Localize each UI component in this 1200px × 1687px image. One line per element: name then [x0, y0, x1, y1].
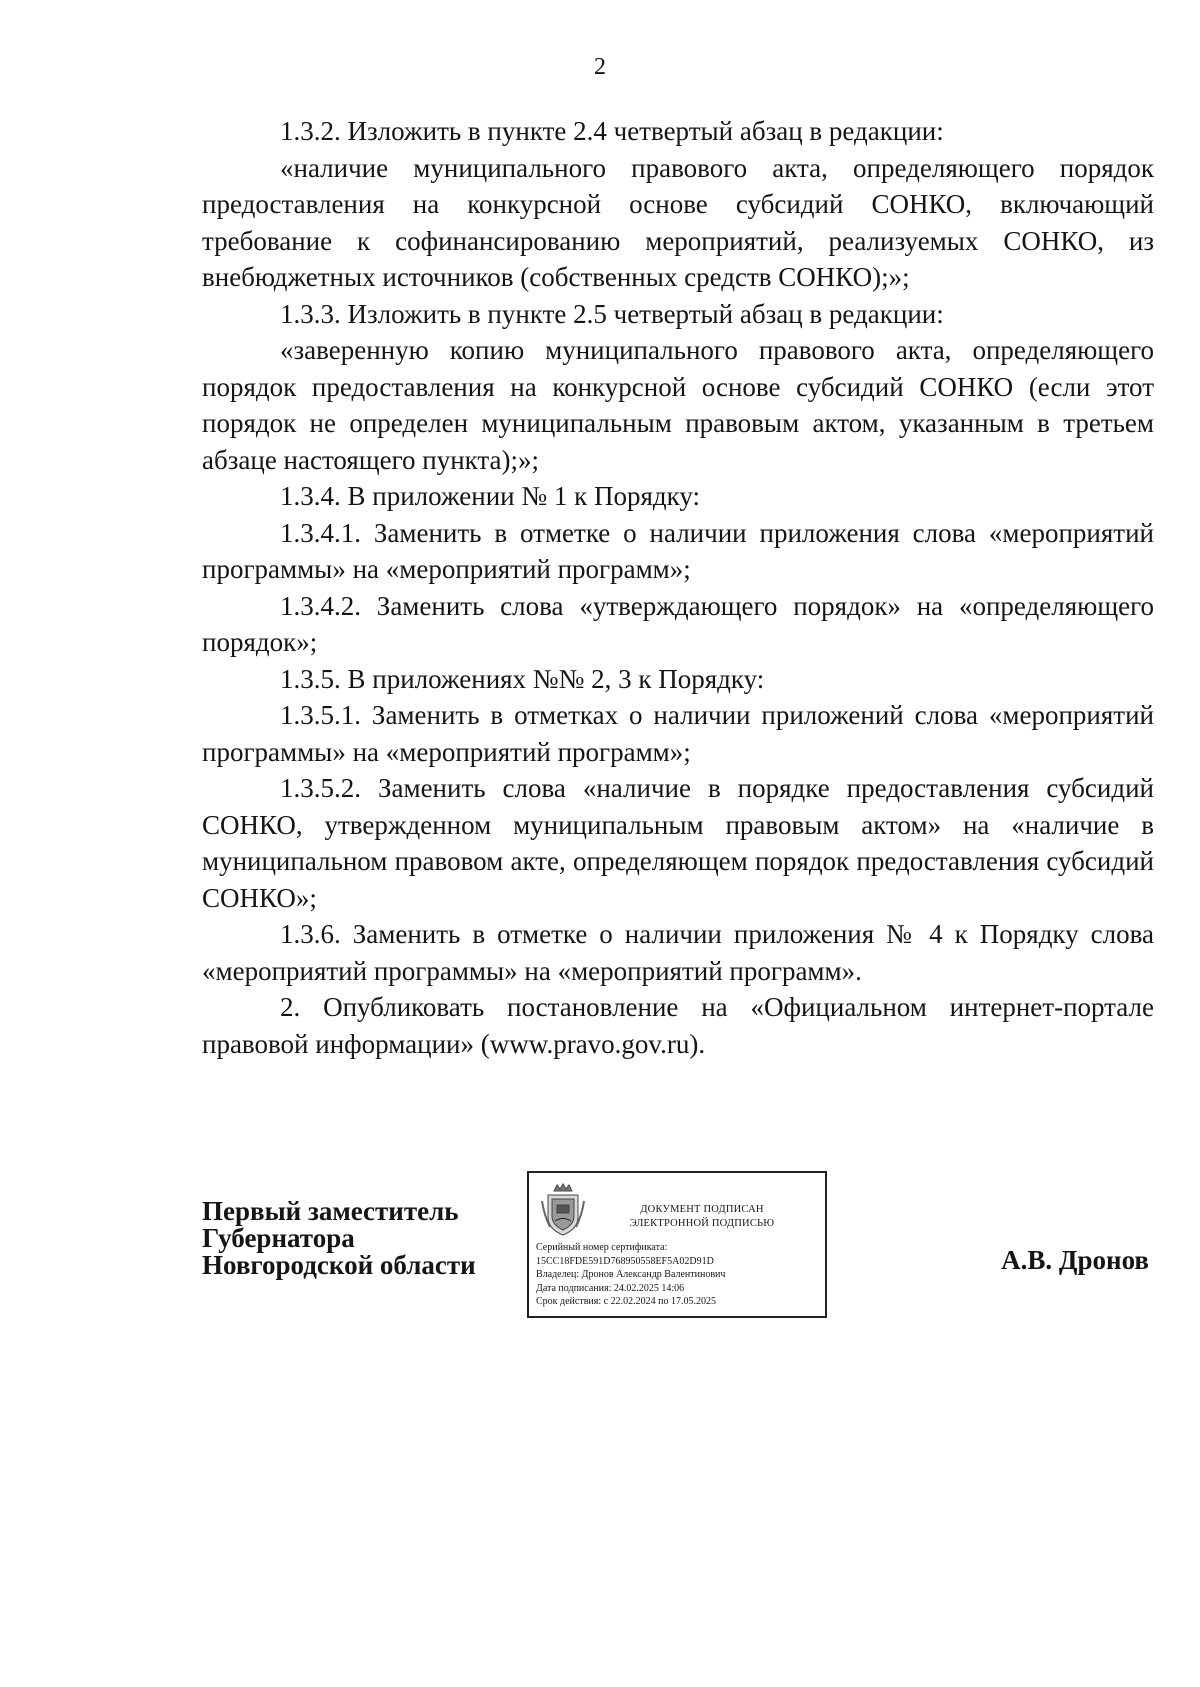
paragraph: 2. Опубликовать постановление на «Официальном интернет-портале правовой информации» (www.pravo.gov.ru).	[202, 992, 1154, 1059]
stamp-header-line: ЭЛЕКТРОННОЙ ПОДПИСЬЮ	[629, 1218, 775, 1229]
paragraph: 1.3.4. В приложении № 1 к Порядку:	[280, 481, 701, 511]
certificate-owner: Владелец: Дронов Александр Валентинович	[536, 1269, 726, 1280]
signer-position-line: Первый заместитель	[202, 1196, 459, 1226]
paragraph: 1.3.5. В приложениях №№ 2, 3 к Порядку:	[280, 663, 765, 694]
paragraph: 1.3.2. Изложить в пункте 2.4 четвертый абзац в редакции:	[280, 116, 944, 146]
signer-position	[202, 1198, 476, 1279]
signing-date: Дата подписания: 24.02.2025 14:06	[536, 1282, 685, 1294]
stamp-header-line: ДОКУМЕНТ ПОДПИСАН	[640, 1204, 764, 1215]
stamp-header	[593, 1203, 811, 1231]
certificate-serial-value: 15CC18FDE591D768950558EF5A02D91D	[536, 1255, 714, 1267]
page-number: 2	[594, 54, 606, 80]
paragraph: «заверенную копию муниципального правового акта, определяющего порядок предоставления на конкурсной основе субсидий СОНКО (если этот порядок не определен муниципальным правовым актом, указанным в третьем абзаце настоящего пункта);»;	[202, 335, 1154, 475]
signer-name: А.В. Дронов	[1001, 1245, 1149, 1275]
electronic-signature-stamp	[527, 1171, 827, 1318]
paragraph: «наличие муниципального правового акта, определяющего порядок предоставления на конкурсной основе субсидий СОНКО, включающий требование к софинансированию мероприятий, реализуемых СОНКО, из внебюджетных источников (собственных средств СОНКО);»;	[202, 152, 1154, 292]
certificate-validity: Срок действия: с 22.02.2024 по 17.05.2025	[536, 1296, 716, 1307]
paragraph: 1.3.4.1. Заменить в отметке о наличии приложения слова «мероприятий программы» на «мероприятий программ»;	[202, 517, 1154, 584]
stamp-details	[536, 1241, 824, 1309]
coat-of-arms-icon	[540, 1183, 586, 1237]
paragraph: 1.3.6. Заменить в отметке о наличии приложения № 4 к Порядку слова «мероприятий программы» на «мероприятий программ».	[202, 919, 1154, 986]
paragraph: 1.3.5.1. Заменить в отметках о наличии приложений слова «мероприятий программы» на «мероприятий программ»;	[202, 700, 1154, 767]
paragraph: 1.3.3. Изложить в пункте 2.5 четвертый абзац в редакции:	[280, 298, 944, 329]
signer-position-line: Губернатора	[202, 1223, 355, 1253]
paragraph: 1.3.4.2. Заменить слова «утверждающего порядок» на «определяющего порядок»;	[202, 590, 1154, 657]
certificate-serial-label: Серийный номер сертификата:	[536, 1242, 668, 1253]
document-body	[202, 113, 1154, 1062]
signer-position-line: Новгородской области	[202, 1250, 476, 1280]
paragraph: 1.3.5.2. Заменить слова «наличие в порядке предоставления субсидий СОНКО, утвержденном муниципальным правовым актом» на «наличие в муниципальном правовом акте, определяющем порядок предоставления субсидий СОНКО»;	[202, 773, 1154, 913]
